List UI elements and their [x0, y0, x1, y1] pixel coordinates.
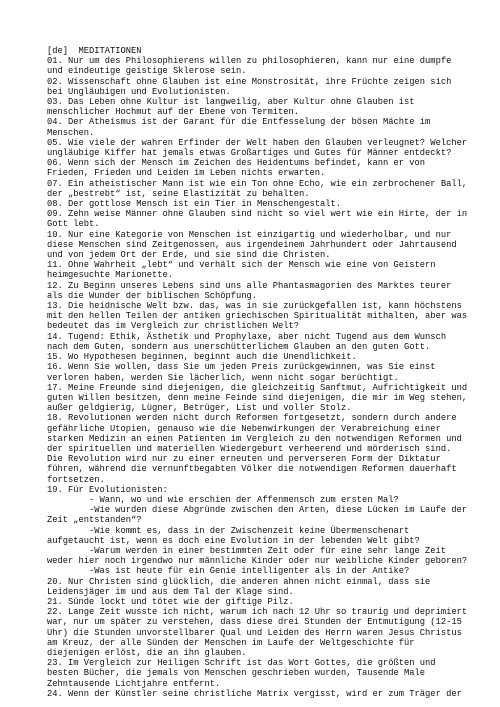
- evolution-question-1: - Wann, wo und wie erschien der Affenmensch zum ersten Mal?: [89, 494, 399, 505]
- meditation-14: 14. Tugend: Ethik, Ästhetik und Prophylaxe, aber nicht Tugend aus dem Wunsch nach dem Guten, sondern aus unerschütterlichem Glauben an den guten Gott.: [47, 331, 447, 352]
- document-title: MEDITATIONEN: [78, 46, 142, 56]
- evolution-question-4: -Warum werden in einer bestimmten Zeit oder für eine sehr lange Zeit weder hier noch irgendwo nur männliche Kinder oder nur weibliche Kinder geboren?: [47, 545, 468, 567]
- evolution-questions-list: [47, 495, 470, 577]
- meditation-13: 13. Die heidnische Welt bzw. das, was in sie zurückgefallen ist, kann höchstens mit den hellen Teilen der antiken griechischen Spiritualität mithalten, aber was bedeutet das im Vergleich zur christlichen Welt?: [47, 301, 468, 332]
- meditation-12: 12. Zu Beginn unseres Lebens sind uns alle Phantasmagorien des Marktes teurer als die Wunder der biblischen Schöpfung.: [47, 280, 452, 301]
- meditation-21: 21. Sünde lockt und tötet wie der giftige Pilz.: [47, 596, 294, 607]
- meditation-03: 03. Das Leben ohne Kultur ist langweilig, aber Kultur ohne Glauben ist menschlicher Hochmut auf der Ebene von Termiten.: [47, 97, 415, 118]
- evolution-question-3: -Wie kommt es, dass in der Zwischenzeit keine Übermenschenart aufgetaucht ist, wenn es doch eine Evolution in der lebenden Welt gibt?: [47, 525, 420, 546]
- meditation-07: 07. Ein atheistischer Mann ist wie ein Ton ohne Echo, wie ein zerbrochener Ball, der „bestrebt“ ist, seine Elastizität zu behalten.: [47, 178, 468, 199]
- language-tag: [de]: [47, 46, 69, 56]
- meditation-16: 16. Wenn Sie wollen, dass Sie um jeden Preis zurückgewinnen, was Sie einst verloren haben, werden Sie lächerlich, wenn nicht sogar berüchtigt.: [47, 362, 436, 383]
- meditation-11: 11. Ohne Wahrheit „lebt“ und verhält sich der Mensch wie eine von Geistern heimgesuchte Marionette.: [47, 260, 436, 281]
- meditation-20: 20. Nur Christen sind glücklich, die anderen ahnen nicht einmal, dass sie Leidensjäger im und aus dem Tal der Klage sind.: [47, 576, 431, 597]
- meditation-15: 15. Wo Hypothesen beginnen, beginnt auch die Unendlichkeit.: [47, 352, 357, 363]
- meditation-02: 02. Wissenschaft ohne Glauben ist eine Monstrosität, ihre Früchte zeigen sich bei Ungläubigen und Evolutionisten.: [47, 76, 452, 97]
- meditation-22: 22. Lange Zeit wusste ich nicht, warum ich nach 12 Uhr so traurig und deprimiert war, nur um später zu verstehen, dass diese drei Stunden der Entmutigung (12-15 Uhr) die Stunden unvorstellbarer Qual und Leiden des Herrn waren Jesus Christus am Kreuz, der alle Sünden der Menschen im Laufe der Weltgeschichte für diejenigen erlöst, die an ihn glauben.: [47, 607, 468, 658]
- meditation-04: 04. Der Atheismus ist der Garant für die Entfesselung der bösen Mächte im Menschen.: [47, 117, 431, 138]
- document-body: [47, 46, 470, 699]
- document-header: [47, 46, 470, 56]
- meditation-19: 19. Für Evolutionisten:: [47, 484, 168, 495]
- meditation-17: 17. Meine Freunde sind diejenigen, die gleichzeitig Sanftmut, Aufrichtigkeit und guten Willen besitzen, denn meine Feinde sind diejenigen, die mir im Weg stehen, außer geldgierig, Lügner, Betrüger, List und voller Stolz.: [47, 382, 468, 414]
- meditation-06: 06. Wenn sich der Mensch im Zeichen des Heidentums befindet, kann er von Frieden, Frieden und Leiden im Leben nichts erwarten.: [47, 158, 426, 179]
- meditation-23: 23. Im Vergleich zur Heiligen Schrift ist das Wort Gottes, die größten und besten Bücher, die jemals von Menschen geschrieben wurden, Tausende Male Zehntausende Lichtjahre entfernt.: [47, 658, 436, 689]
- evolution-question-2: -Wie wurden diese Abgründe zwischen den Arten, diese Lücken im Laufe der Zeit „entstanden“?: [47, 505, 468, 526]
- evolution-question-5: -Was ist heute für ein Genie intelligenter als in der Antike?: [89, 566, 410, 577]
- meditation-10: 10. Nur eine Kategorie von Menschen ist einzigartig und wiederholbar, und nur diese Menschen sind Zeitgenossen, aus irgendeinem Jahrhundert oder Jahrtausend und von jedem Ort der Erde, und sie sind die Christen.: [47, 229, 457, 261]
- meditation-18: 18. Revolutionen werden nicht durch Reformen fortgesetzt, sondern durch andere gefährliche Utopien, genauso wie die Nebenwirkungen der Verabreichung einer starken Medizin an einen Patienten im Vergleich zu den notwendigen Reformen und der spirituellen und materiellen Wiedergeburt verheerend und mörderisch sind. Die Revolution wird nur zu einer erneuten und perverseren Form der Diktatur führen, während die vernunftbegabten Völker die notwendigen Reformen dauerhaft fortsetzen.: [47, 413, 462, 485]
- meditation-24: 24. Wenn der Künstler seine christliche Matrix vergisst, wird er zum Träger der: [47, 688, 462, 699]
- meditation-09: 09. Zehn weise Männer ohne Glauben sind nicht so viel wert wie ein Hirte, der in Gott lebt.: [47, 209, 468, 230]
- meditation-05: 05. Wie viele der wahren Erfinder der Welt haben den Glauben verleugnet? Welcher ungläubige Kiffer hat jemals etwas Großartiges und Gutes für Männer entdeckt?: [47, 137, 468, 159]
- meditation-08: 08. Der gottlose Mensch ist ein Tier in Menschengestalt.: [47, 199, 342, 210]
- meditation-01: 01. Nur um des Philosophierens willen zu philosophieren, kann nur eine dumpfe und eindeutige geistige Sklerose sein.: [47, 56, 452, 77]
